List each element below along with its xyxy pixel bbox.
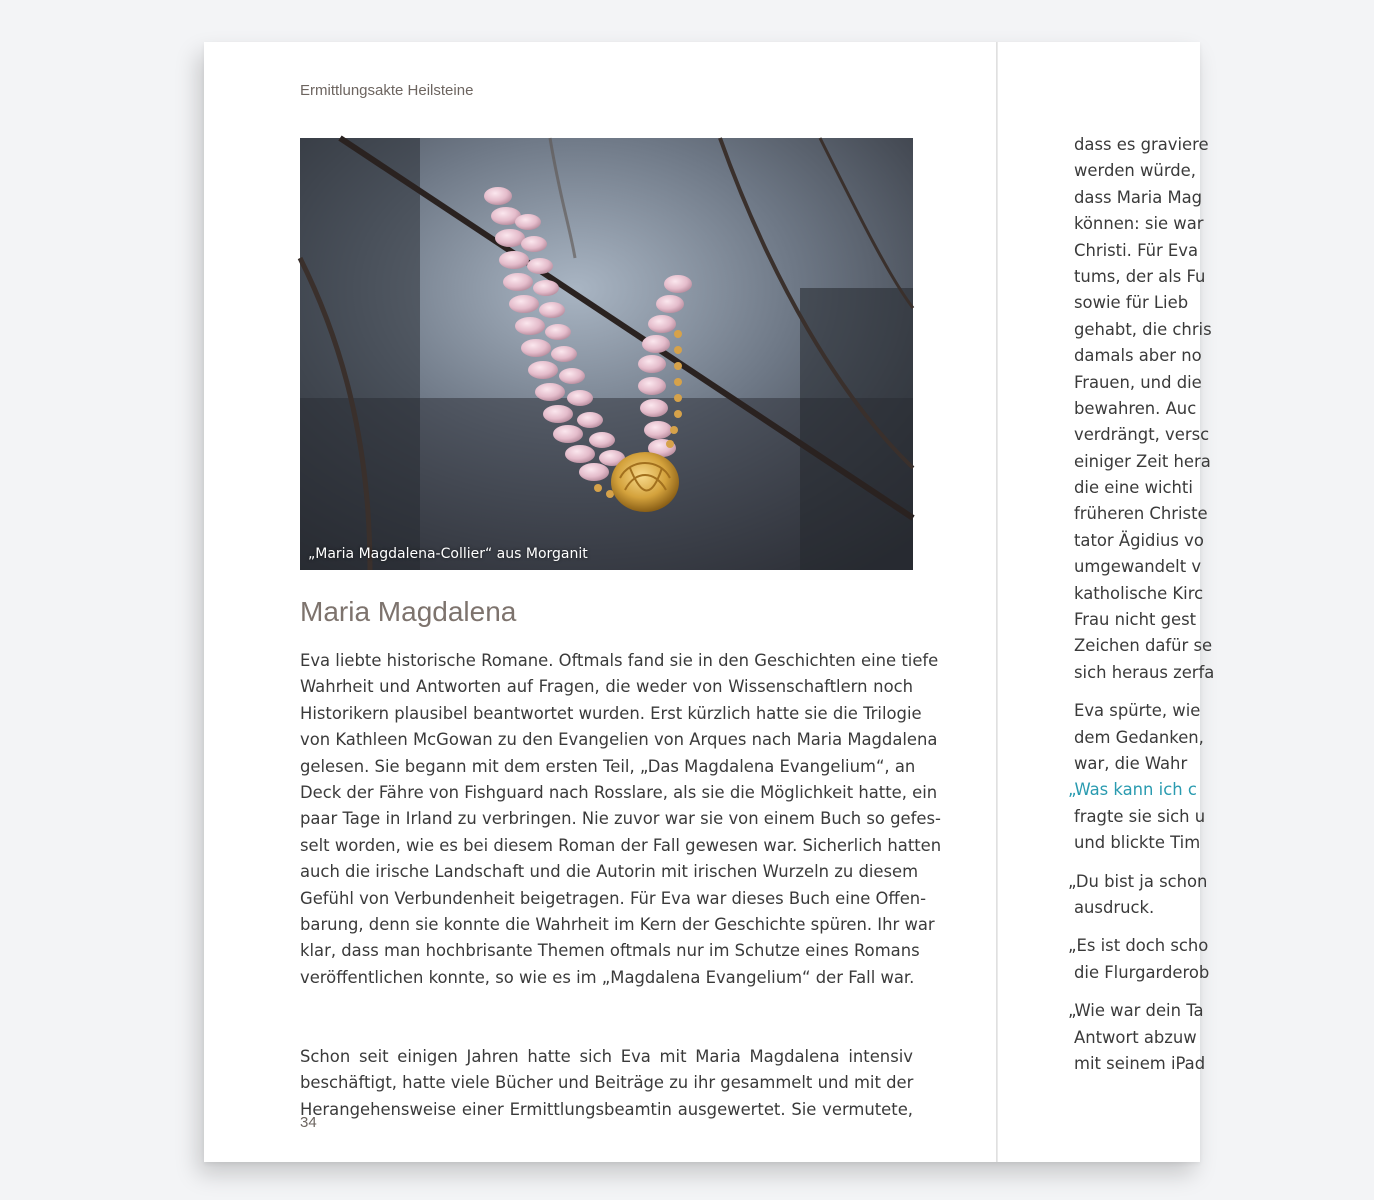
text-line: Frau nicht gest <box>1074 610 1197 630</box>
right-page-text <box>1068 132 1374 1077</box>
page-number: 34 <box>300 1114 317 1131</box>
text-line: Wahrheit und Antworten auf Fragen, die weder von Wissenschaftlern noch <box>300 677 913 697</box>
text-line: einiger Zeit hera <box>1074 451 1211 471</box>
text-line: fragte sie sich u <box>1074 806 1206 826</box>
text-line: umgewandelt v <box>1074 557 1202 577</box>
text-line: dass Maria Mag <box>1074 187 1203 207</box>
necklace-image <box>300 138 913 570</box>
text-line: Antwort abzuw <box>1074 1027 1197 1047</box>
text-line: Eva spürte, wie <box>1074 701 1201 721</box>
text-line: mit seinem iPad <box>1074 1053 1206 1073</box>
text-line: Historikern plausibel beantwortet wurden. Erst kürzlich hatte sie die Trilogie <box>300 703 922 723</box>
text-line: „Wie war dein Ta <box>1068 1001 1204 1021</box>
text-line: können: sie war <box>1074 214 1204 234</box>
text-line: klar, dass man hochbrisante Themen oftmals nur im Schutze eines Romans <box>300 941 920 961</box>
text-line: dem Gedanken, <box>1074 727 1204 747</box>
section-title: Maria Magdalena <box>300 596 517 627</box>
text-line: gelesen. Sie begann mit dem ersten Teil, „Das Magdalena Evangelium“, an <box>300 756 916 776</box>
text-line: die eine wichti <box>1074 478 1193 498</box>
text-line: und blickte Tim <box>1074 833 1201 853</box>
right-page <box>998 42 1215 1162</box>
gold-clasp <box>611 452 679 512</box>
text-line: Schon seit einigen Jahren hatte sich Eva mit Maria Magdalena intensiv <box>300 1047 913 1066</box>
paragraph-1 <box>300 648 942 991</box>
text-line: auch die irische Landschaft und die Autorin mit irischen Wurzeln zu diesem <box>300 862 919 882</box>
text-line: selt worden, wie es bei diesem Roman der Fall gewesen war. Sicherlich hatten <box>300 835 942 855</box>
text-line: sowie für Lieb <box>1074 293 1189 313</box>
text-line: Eva liebte historische Romane. Oftmals fand sie in den Geschichten eine tiefe <box>300 651 939 670</box>
text-line: die Flurgarderob <box>1074 962 1210 982</box>
running-head: Ermittlungsakte Heilsteine <box>300 82 474 99</box>
text-line: Herangehensweise einer Ermittlungsbeamtin ausgewertet. Sie vermutete, <box>300 1099 913 1119</box>
text-line: werden würde, <box>1074 161 1196 181</box>
text-line: verdrängt, versc <box>1074 425 1210 445</box>
text-line: damals aber no <box>1074 346 1202 366</box>
text-line: „Du bist ja schon <box>1068 871 1208 891</box>
paragraph-2 <box>300 1044 913 1123</box>
highlighted-quote-line: „Was kann ich c <box>1068 780 1197 800</box>
text-line: war, die Wahr <box>1074 753 1188 773</box>
text-line: beschäftigt, hatte viele Bücher und Beiträge zu ihr gesammelt und mit der <box>300 1073 914 1093</box>
text-line: sich heraus zerfa <box>1074 662 1215 682</box>
text-line: tums, der als Fu <box>1074 266 1206 286</box>
text-line: früheren Christe <box>1074 504 1208 524</box>
text-line: ausdruck. <box>1074 897 1155 917</box>
text-line: barung, denn sie konnte die Wahrheit im Kern der Geschichte spüren. Ihr war <box>300 914 935 934</box>
text-line: tator Ägidius vo <box>1074 530 1204 550</box>
text-line: dass es graviere <box>1074 135 1209 154</box>
text-line: veröffentlichen konnte, so wie es im „Magdalena Evangelium“ der Fall war. <box>300 967 915 987</box>
text-line: bewahren. Auc <box>1074 398 1197 418</box>
text-line: Christi. Für Eva <box>1074 240 1199 260</box>
text-line: Gefühl von Verbundenheit beigetragen. Für Eva war dieses Buch eine Offen- <box>300 888 927 908</box>
text-line: gehabt, die chris <box>1074 319 1212 339</box>
photo-caption: „Maria Magdalena-Collier“ aus Morganit <box>308 546 588 562</box>
left-page <box>204 42 996 1162</box>
text-line: „Es ist doch scho <box>1068 936 1209 956</box>
necklace-photo <box>300 138 913 570</box>
text-line: paar Tage in Irland zu verbringen. Nie zuvor war sie von einem Buch so gefes- <box>300 809 941 829</box>
text-line: katholische Kirc <box>1074 583 1204 603</box>
text-line: von Kathleen McGowan zu den Evangelien von Arques nach Maria Magdalena <box>300 730 938 750</box>
text-line: Deck der Fähre von Fishguard nach Rosslare, als sie die Möglichkeit hatte, ein <box>300 782 938 802</box>
text-line: Zeichen dafür se <box>1074 636 1213 656</box>
text-line: Frauen, und die <box>1074 372 1202 392</box>
